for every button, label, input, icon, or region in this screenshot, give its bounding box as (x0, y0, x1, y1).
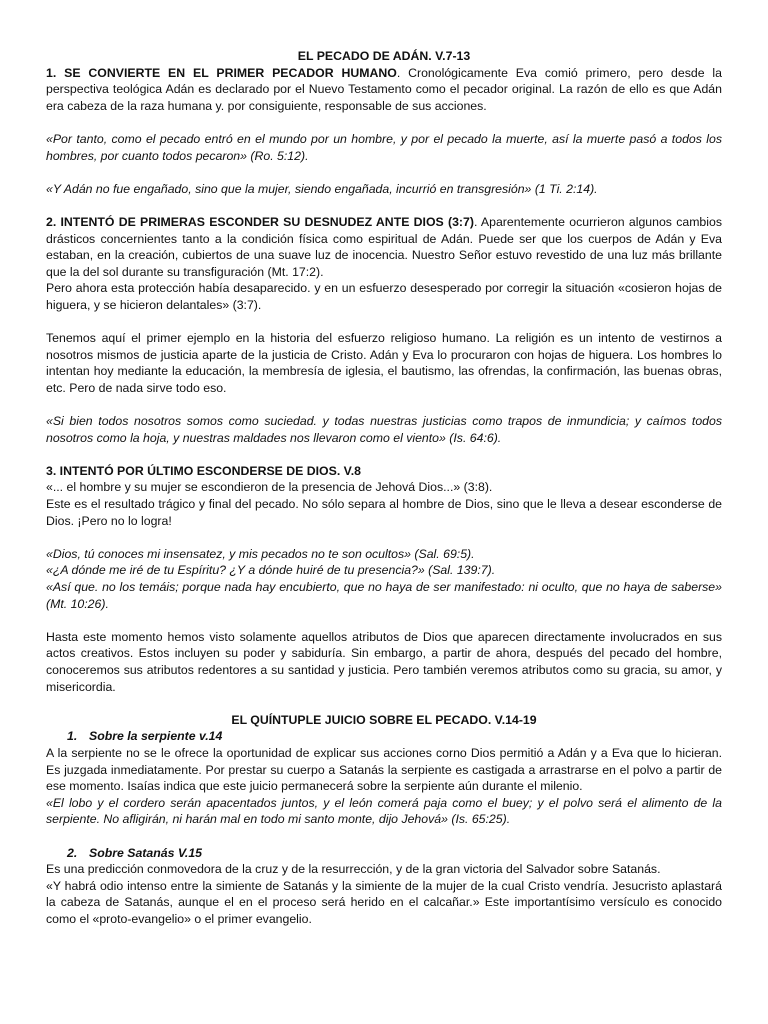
section-2-body-2: Pero ahora esta protección había desaparecido. y en un esfuerzo desesperado por corregir la situación «cosieron hojas de higuera, y se hicieron delantales» (3:7). (46, 281, 722, 312)
section-2-body: . Aparentemente ocurrieron algunos cambios drásticos concernientes tanto a la condición física como espiritual de Adán. Puede ser que los cuerpos de Adán y Eva estaban, en la creación, cubiertos de una suave luz de inocencia. Nuestro Señor estuvo revestido de una luz más brillante que la del sol durante su transfiguración (Mt. 17:2). (46, 214, 722, 279)
item-2-number: 2. (67, 845, 78, 860)
item-1-quote: «El lobo y el cordero serán apacentados juntos, y el león comerá paja como el buey; y el polvo será el alimento de la serpiente. No afligirán, ni harán mal en todo mi santo monte, dijo Jehová» (Is. 65:25). (46, 795, 722, 827)
section-2-paragraph (46, 214, 722, 280)
section-2-body-3: Tenemos aquí el primer ejemplo en la historia del esfuerzo religioso humano. La religión es un intento de vestirnos a nosotros mismos de justicia aparte de la justicia de Cristo. Adán y Eva lo procuraron con hojas de higuera. Los hombres lo intentan hoy mediante la educación, la membresía de iglesia, el bautismo, las ofrendas, la confirmación, las buenas obras, etc. Pero de nada sirve todo eso. (46, 331, 722, 395)
section-1-body: . Cronológicamente Eva comió primero, pero desde la perspectiva teológica Adán es declarado por el Nuevo Testamento como el pecador original. La razón de ello es que Adán era cabeza de la raza humana y. por consiguiente, responsable de sus acciones. (46, 65, 722, 113)
item-1-body: A la serpiente no se le ofrece la oportunidad de explicar sus acciones corno Dios permitió a Adán y a Eva que lo hicieran. Es juzgada inmediatamente. Por prestar su cuerpo a Satanás la serpiente es castigada a arrastrarse en el polvo a partir de ese momento. Isaías indica que este juicio permanecerá sobre la serpiente aún durante el milenio. (46, 745, 722, 794)
item-2-body-2: «Y habrá odio intenso entre la simiente de Satanás y la simiente de la mujer de la cual Cristo vendría. Jesucristo aplastará la cabeza de Satanás, aunque el en el proceso será herido en el calcañar.» Este importantísimo versículo es conocido como el «proto-evangelio» o el primer evangelio. (46, 878, 722, 926)
page-title: EL PECADO DE ADÁN. V.7-13 (297, 49, 471, 63)
section-1-quote-2: «Y Adán no fue engañado, sino que la mujer, siendo engañada, incurrió en transgresión» (1 Ti. 2:14). (46, 181, 598, 196)
section-3-quote-2: «¿A dónde me iré de tu Espíritu? ¿Y a dónde huiré de tu presencia?» (Sal. 139:7). (46, 563, 496, 578)
item-2-heading (46, 845, 722, 862)
section-1-quote-1: «Por tanto, como el pecado entró en el mundo por un hombre, y por el pecado la muerte, así la muerte pasó a todos los hombres, por cuanto todos pecaron» (Ro. 5:12). (46, 131, 722, 163)
section-2-heading: 2. INTENTÓ DE PRIMERAS ESCONDER SU DESNUDEZ ANTE DIOS (3:7) (46, 214, 474, 229)
item-1-number: 1. (67, 729, 78, 744)
item-2-body-1: Es una predicción conmovedora de la cruz y de la resurrección, y de la gran victoria del Salvador sobre Satanás. (46, 862, 661, 877)
section-2-quote: «Si bien todos nosotros somos como suciedad. y todas nuestras justicias como trapos de inmundicia; y caímos todos nosotros como la hoja, y nuestras maldades nos llevaron como el viento» (Is. 64:6). (46, 414, 722, 445)
section-1-paragraph (46, 65, 722, 115)
section-3-quote-3: «Así que. no los temáis; porque nada hay encubierto, que no haya de ser manifestado: ni oculto, que no haya de saberse» (Mt. 10:26). (46, 580, 722, 611)
item-2-label: Sobre Satanás V.15 (89, 845, 203, 860)
section-1-heading: 1. SE CONVIERTE EN EL PRIMER PECADOR HUMANO (46, 65, 397, 80)
section-3-heading: 3. INTENTÓ POR ÚLTIMO ESCONDERSE DE DIOS. V.8 (46, 463, 361, 478)
item-1-heading (46, 728, 722, 745)
section-3-quote-1: «Dios, tú conoces mi insensatez, y mis pecados no te son ocultos» (Sal. 69:5). (46, 546, 475, 561)
section-3-line-2: Este es el resultado trágico y final del pecado. No sólo separa al hombre de Dios, sino que le lleva a desear esconderse de Dios. ¡Pero no lo logra! (46, 497, 722, 528)
section-3-line-1: «... el hombre y su mujer se escondieron de la presencia de Jehová Dios...» (3:8). (46, 480, 493, 495)
section-3-body: Hasta este momento hemos visto solamente aquellos atributos de Dios que aparecen directamente involucrados en sus actos creativos. Estos incluyen su poder y sabiduría. Sin embargo, a partir de ahora, después del pecado del hombre, conoceremos sus atributos redentores a su santidad y justicia. Pero también veremos atributos como su gracia, su amor, y misericordia. (46, 629, 722, 694)
section-4-title: EL QUÍNTUPLE JUICIO SOBRE EL PECADO. V.14-19 (231, 712, 537, 727)
item-1-label: Sobre la serpiente v.14 (89, 729, 223, 744)
